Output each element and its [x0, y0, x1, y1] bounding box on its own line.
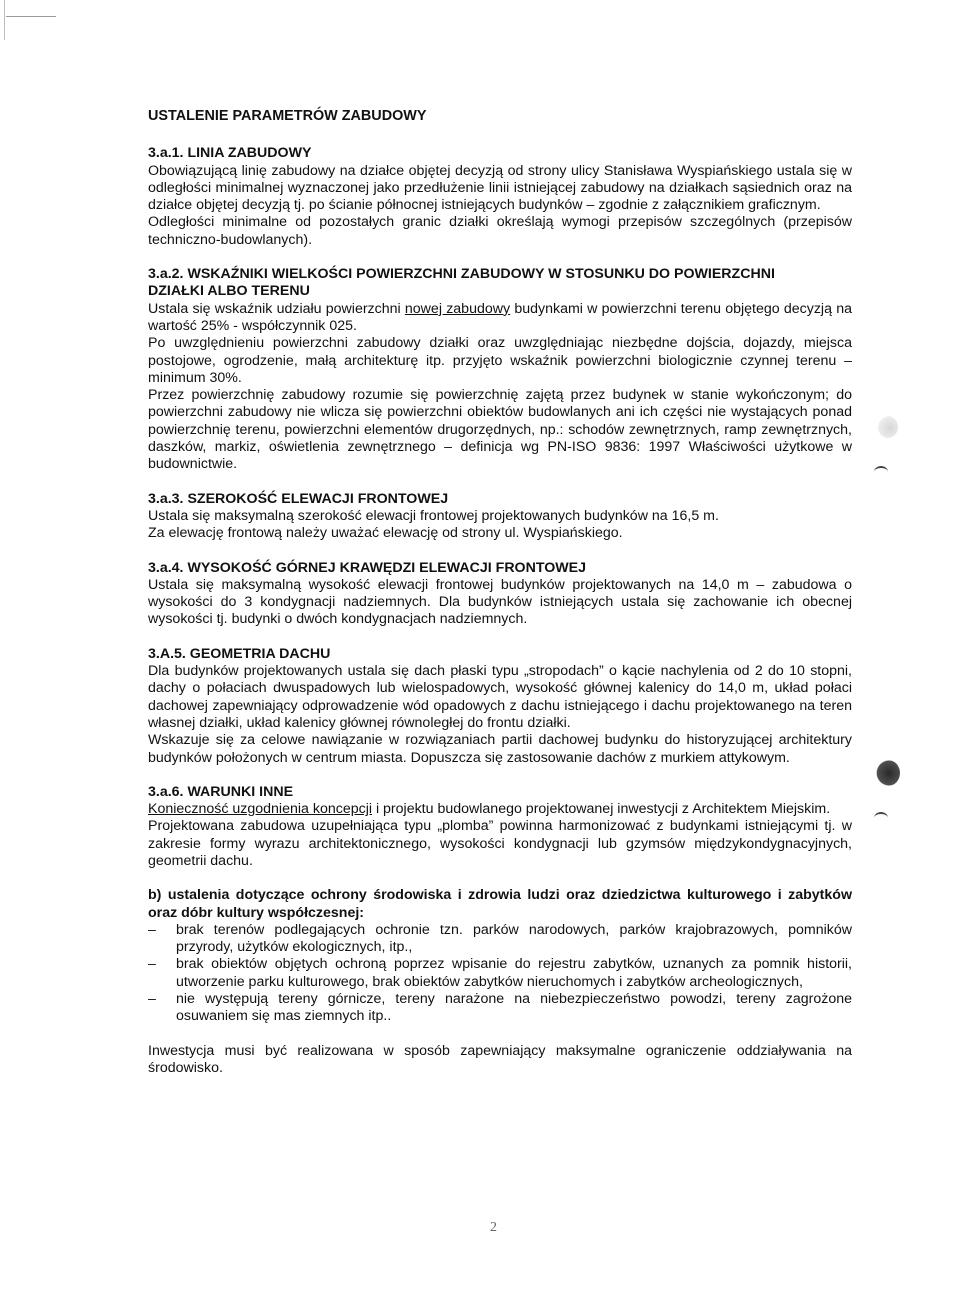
scan-artifact-spot — [878, 416, 898, 438]
paragraph: Wskazuje się za celowe nawiązanie w rozwiązaniach partii dachowej budynku do historyzującej architektury budynków położonych w centrum miasta. Dopuszcza się zastosowanie dachów z murkiem attykowym. — [148, 732, 852, 766]
paragraph: Projektowana zabudowa uzupełniająca typu „plomba” powinna harmonizować z budynkami istniejącymi tj. w zakresie formy wyrazu architektonicznego, wysokości kondygnacji lub gzymsów międzykondygnacyjnych, geometrii dachu. — [148, 818, 852, 869]
section-heading: 3.a.6. WARUNKI INNE — [148, 783, 294, 800]
paragraph: Inwestycja musi być realizowana w sposób zapewniający maksymalne ograniczenie oddziaływania na środowisko. — [148, 1042, 852, 1076]
list-item: – brak obiektów objętych ochroną poprzez wpisanie do rejestru zabytków, uznanych za pomnik historii, utworzenie parku kulturowego, brak obiektów zabytków nieruchomych i zabytków archeologicznych, — [148, 956, 852, 991]
text-run: budynkami w powierzchni terenu objętego decyzją na wartość 25% - współczynnik 025. — [148, 300, 852, 334]
section-heading: 3.a.4. WYSOKOŚĆ GÓRNEJ KRAWĘDZI ELEWACJI FRONTOWEJ — [148, 559, 587, 576]
text-run: Ustala się wskaźnik udziału powierzchni — [148, 300, 405, 317]
list-item: – brak terenów podlegających ochronie tzn. parków narodowych, parków krajobrazowych, pomników przyrody, użytków ekologicznych, itp., — [148, 922, 852, 957]
scan-artifact-mark — [874, 812, 888, 824]
section-facade-height — [148, 560, 852, 629]
underlined-text: nowej zabudowy — [404, 300, 511, 317]
section-building-line — [148, 145, 852, 249]
paragraph: Przez powierzchnię zabudowy rozumie się powierzchnię zajętą przez budynek w stanie wykończonym; do powierzchni zabudowy nie wlicza się powierzchni obiektów budowlanych ani ich części nie wystających ponad powierzchnię terenu, powierzchni elementów drugorzędnych, np.: schodów zewnętrznych, ramp zewnętrznych, daszków, markiz, oświetlenia zewnętrznego – definicja wg PN-ISO 9836: 1997 Właściwości użytkowe w budownictwie. — [148, 387, 852, 473]
paragraph — [148, 301, 852, 336]
document-body — [148, 108, 852, 1094]
paragraph: Obowiązującą linię zabudowy na działce objętej decyzją od strony ulicy Stanisława Wyspiańskiego ustala się w odległości minimalnej wyznaczonej jako przedłużenie linii istniejącej zabudowy na działkach sąsiednich oraz na działce objętej decyzją tj. po ścianie północnej istniejących budynków – zgodnie z załącznikiem graficznym. — [148, 162, 852, 214]
paragraph: Dla budynków projektowanych ustala się dach płaski typu „stropodach” o kącie nachylenia od 2 do 10 stopni, dachy o połaciach dwuspadowych lub wielospadowych, wysokość głównej kalenicy do 14,0 m, układ połaci dachowej zapewniający odprowadzenie wód opadowych z dachu istniejącego i dachu projektowanego na teren własnej działki, układ kalenicy głównej równoległej do frontu działki. — [148, 663, 852, 731]
section-heading-cont: DZIAŁKI ALBO TERENU — [148, 283, 310, 300]
section-heading: 3.A.5. GEOMETRIA DACHU — [148, 645, 331, 662]
paragraph: Po uwzględnieniu powierzchni zabudowy działki oraz uwzględniając niezbędne dojścia, dojazdy, miejsca postojowe, ogrodzenie, małą architekturę itp. przyjęto wskaźnik powierzchni biologicznie czynnej terenu – minimum 30%. — [148, 335, 852, 386]
section-coverage-ratio — [148, 266, 852, 474]
underlined-text: Konieczność uzgodnienia koncepcji — [148, 801, 372, 818]
punch-hole-mark — [876, 760, 900, 786]
text-run: i projektu budowlanego projektowanej inwestycji z Architektem Miejskim. — [372, 801, 831, 818]
scan-artifact-line — [6, 16, 56, 17]
list-item: – nie występują tereny górnicze, tereny narażone na niebezpieczeństwo powodzi, tereny zagrożone osuwaniem się mas ziemnych itp.. — [148, 991, 852, 1026]
section-heading: 3.a.3. SZEROKOŚĆ ELEWACJI FRONTOWEJ — [148, 490, 449, 507]
paragraph: Ustala się maksymalną szerokość elewacji frontowej projektowanych budynków na 16,5 m. — [148, 507, 719, 524]
scan-artifact-edge — [4, 0, 5, 40]
page-number: 2 — [490, 1220, 497, 1235]
section-heading: b) ustalenia dotyczące ochrony środowiska i zdrowia ludzi oraz dziedzictwa kulturowego i zabytków oraz dóbr kultury współczesnej: — [148, 887, 852, 921]
paragraph: Za elewację frontową należy uważać elewację od strony ul. Wyspiańskiego. — [148, 525, 623, 542]
section-environment — [148, 887, 852, 1077]
paragraph: Odległości minimalne od pozostałych granic działki określają wymogi przepisów szczególnych (przepisów techniczno-budowlanych). — [148, 214, 852, 248]
section-roof-geometry — [148, 646, 852, 767]
section-facade-width — [148, 491, 852, 543]
paragraph — [148, 801, 852, 818]
section-other-conditions — [148, 784, 852, 870]
document-title: USTALENIE PARAMETRÓW ZABUDOWY — [148, 108, 427, 124]
section-heading: 3.a.2. WSKAŹNIKI WIELKOŚCI POWIERZCHNI ZABUDOWY W STOSUNKU DO POWIERZCHNI — [148, 266, 775, 283]
dash-list — [148, 922, 852, 1026]
paragraph: Ustala się maksymalną wysokość elewacji frontowej budynków projektowanych na 14,0 m – zabudowa o wysokości do 3 kondygnacji nadziemnych. Dla budynków istniejących ustala się zachowanie ich obecnej wysokości tj. budynki o dwóch kondygnacjach nadziemnych. — [148, 576, 852, 628]
scan-artifact-mark — [874, 466, 888, 478]
section-heading: 3.a.1. LINIA ZABUDOWY — [148, 145, 312, 162]
